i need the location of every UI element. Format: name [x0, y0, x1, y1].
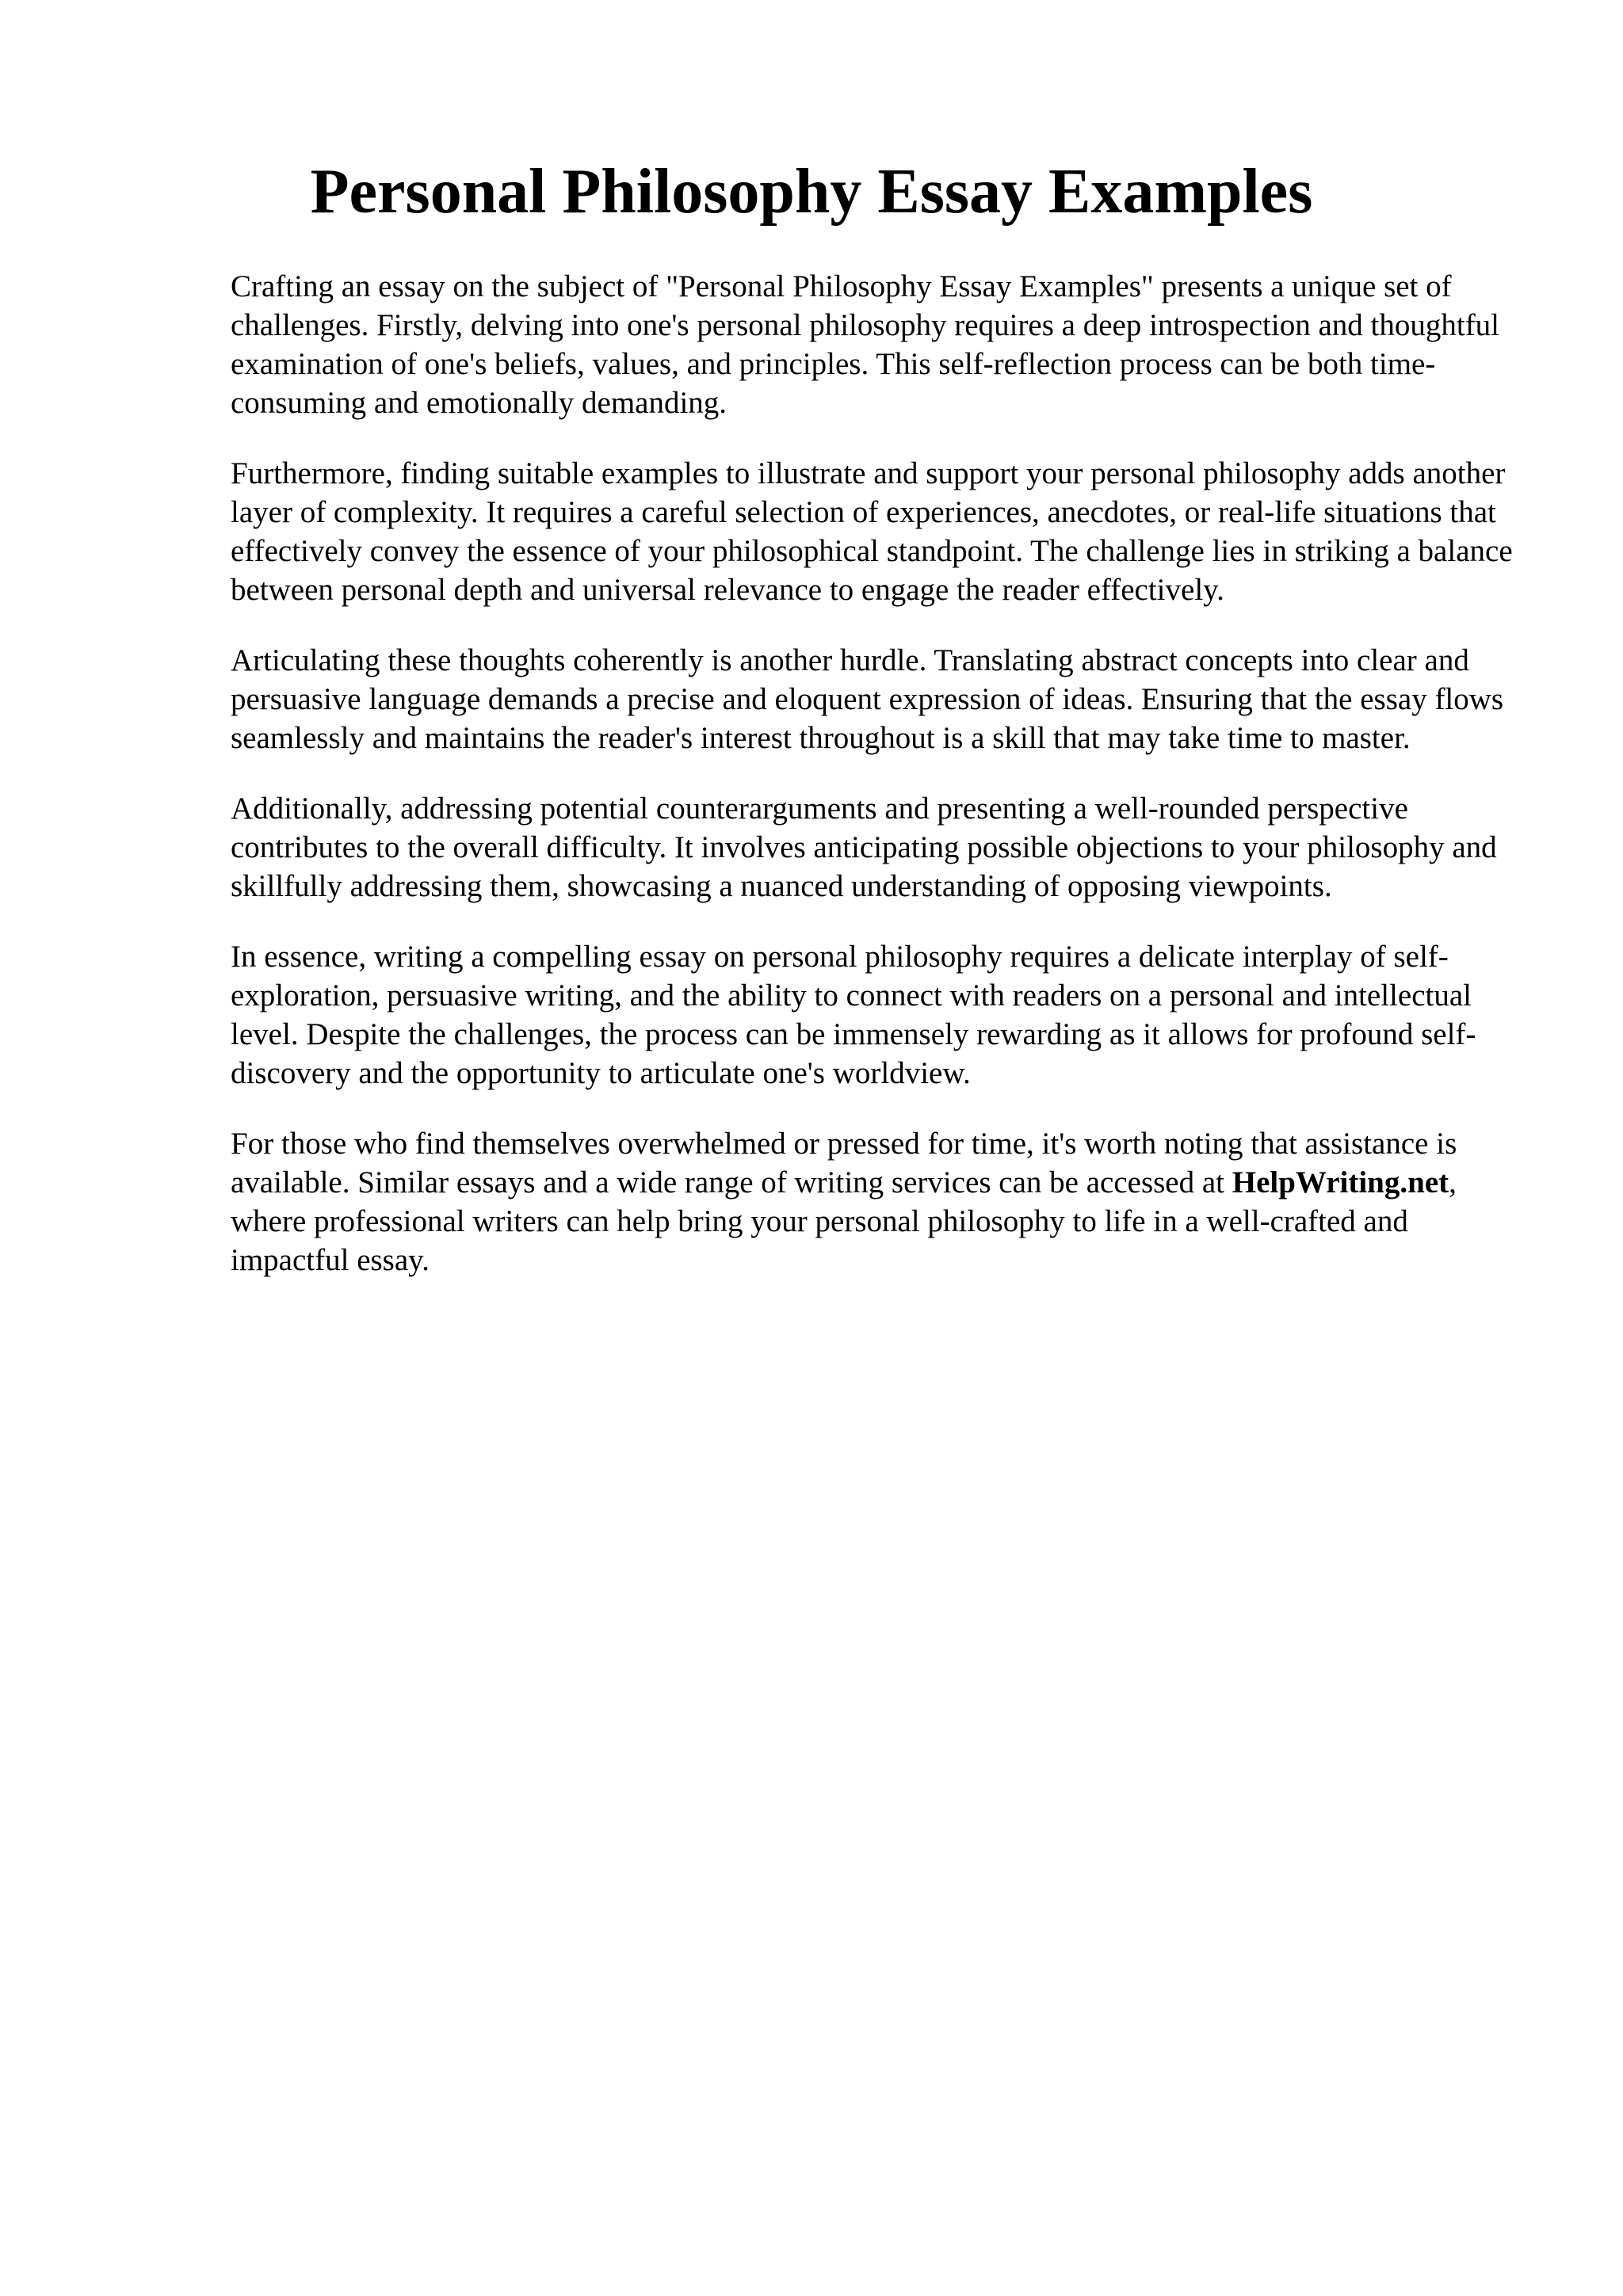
paragraph-5: In essence, writing a compelling essay on personal philosophy requires a delicate interplay of self-exploration, persuasive writing, and the ability to connect with readers on a personal and intellectual level. Despite the challenges, the process can be immensely rewarding as it allows for profound self-discovery and the opportunity to articulate one's worldview. [231, 940, 1476, 1090]
page-title: Personal Philosophy Essay Examples [310, 157, 1313, 227]
essay-body [231, 267, 1530, 1311]
paragraph-1: Crafting an essay on the subject of "Personal Philosophy Essay Examples" presents a unique set of challenges. Firstly, delving into one's personal philosophy requires a deep introspection and thoughtful examination of one's beliefs, values, and principles. This self-reflection process can be both time-consuming and emotionally demanding. [231, 269, 1500, 420]
paragraph-2: Furthermore, finding suitable examples to illustrate and support your personal philosophy adds another layer of complexity. It requires a careful selection of experiences, anecdotes, or real-life situations that effectively convey the essence of your philosophical standpoint. The challenge lies in striking a balance between personal depth and universal relevance to engage the reader effectively. [231, 456, 1513, 607]
helpwriting-link[interactable]: HelpWriting.net [1232, 1165, 1449, 1199]
paragraph-6-intro: For those who find themselves overwhelmed or pressed for time, it's worth noting that assistance is available. Similar essays and a wide range of writing services can be accessed at [231, 1127, 1457, 1199]
paragraph-4: Additionally, addressing potential counterarguments and presenting a well-rounded perspective contributes to the overall difficulty. It involves anticipating possible objections to your philosophy and skillfully addressing them, showcasing a nuanced understanding of opposing viewpoints. [231, 791, 1497, 903]
paragraph-6 [231, 1124, 1530, 1280]
paragraph-6-outro: , where professional writers can help bring your personal philosophy to life in a well-crafted and impactful essay. [231, 1165, 1457, 1277]
paragraph-3: Articulating these thoughts coherently is another hurdle. Translating abstract concepts into clear and persuasive language demands a precise and eloquent expression of ideas. Ensuring that the essay flows seamlessly and maintains the reader's interest throughout is a skill that may take time to master. [231, 643, 1504, 755]
